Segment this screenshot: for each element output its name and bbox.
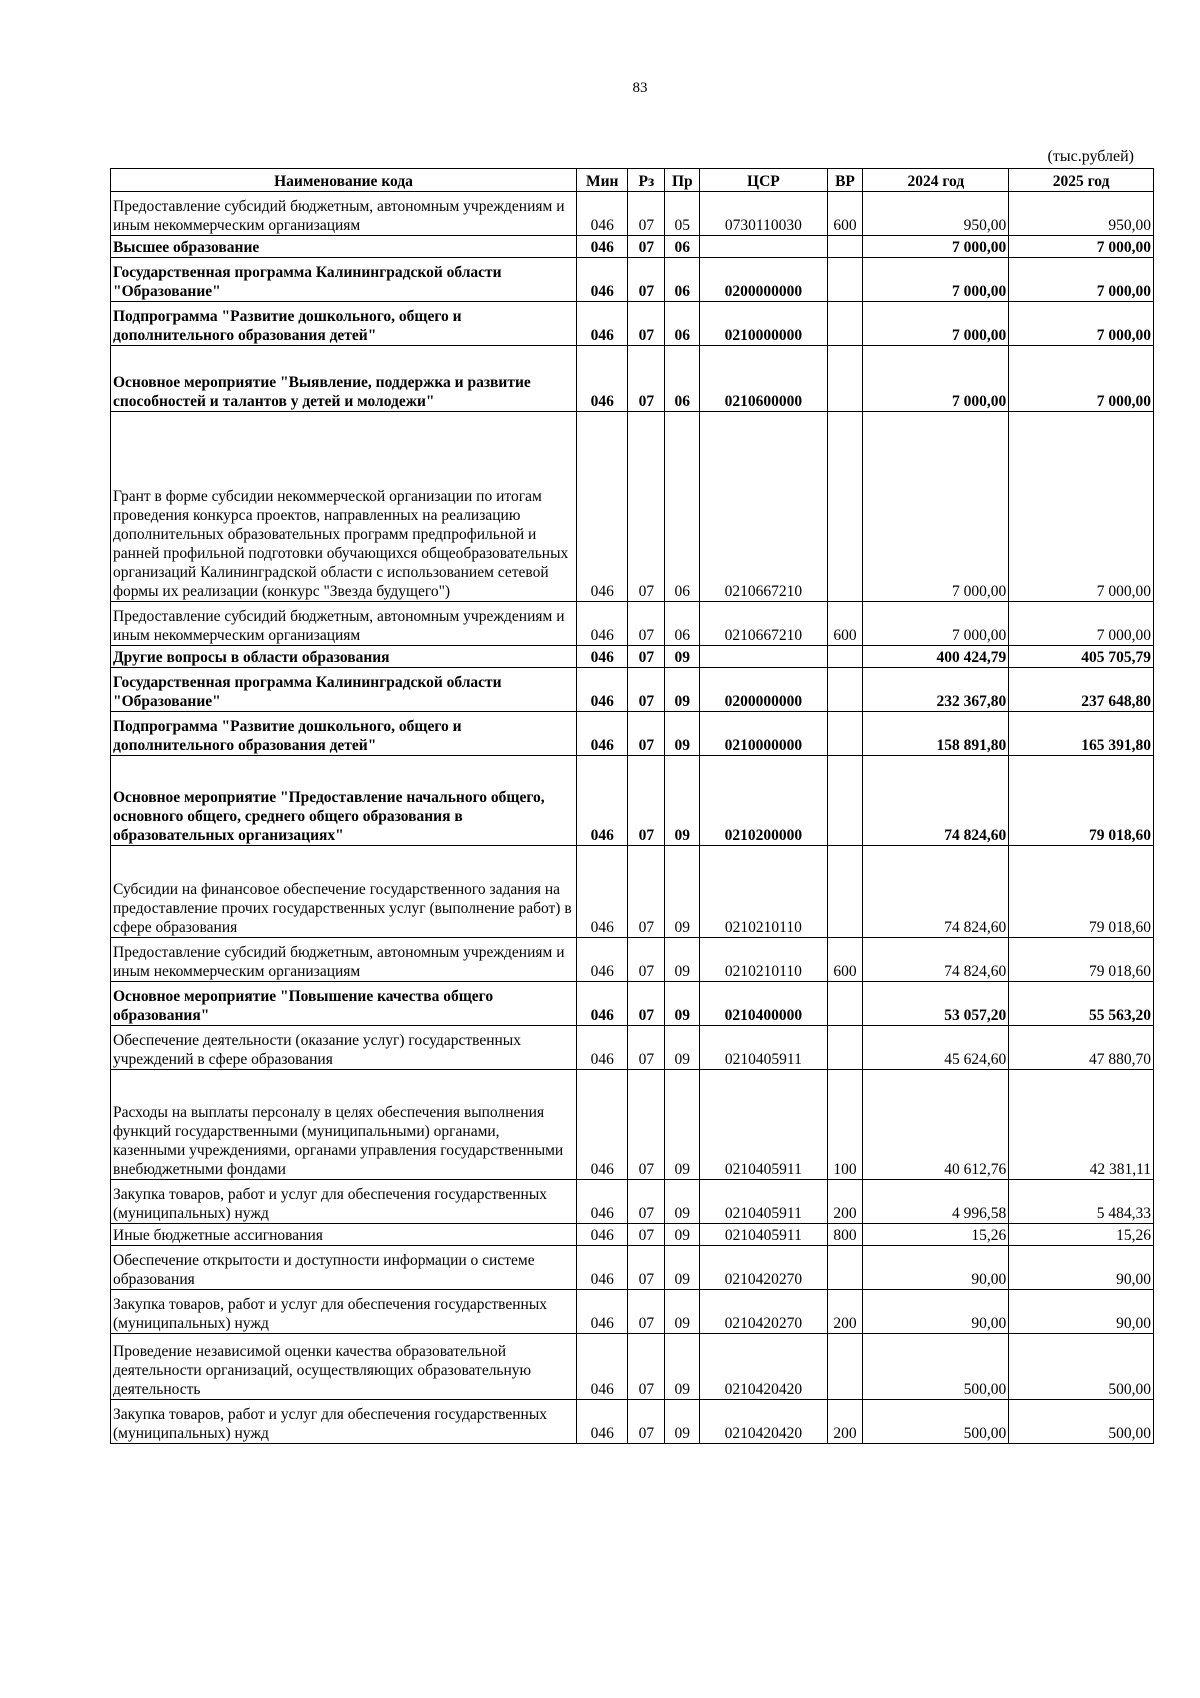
cell-2025: 42 381,11 bbox=[1009, 1070, 1154, 1180]
cell-vr bbox=[827, 302, 863, 346]
cell-csr: 0210420270 bbox=[700, 1246, 827, 1290]
cell-2024: 15,26 bbox=[863, 1224, 1009, 1246]
cell-name: Проведение независимой оценки качества образовательной деятельности организаций, осуществляющих образовательную деятельность bbox=[111, 1334, 577, 1400]
table-header-row bbox=[111, 169, 1154, 192]
cell-vr bbox=[827, 756, 863, 846]
cell-2024: 90,00 bbox=[863, 1290, 1009, 1334]
cell-2025: 405 705,79 bbox=[1009, 646, 1154, 668]
cell-rz: 07 bbox=[628, 1224, 665, 1246]
cell-2025: 7 000,00 bbox=[1009, 346, 1154, 412]
cell-2024: 7 000,00 bbox=[863, 302, 1009, 346]
cell-2025: 7 000,00 bbox=[1009, 412, 1154, 602]
cell-min: 046 bbox=[577, 982, 628, 1026]
cell-2024: 950,00 bbox=[863, 192, 1009, 236]
table-row bbox=[111, 756, 1154, 846]
cell-rz: 07 bbox=[628, 236, 665, 258]
cell-vr bbox=[827, 412, 863, 602]
cell-pr: 09 bbox=[665, 1180, 700, 1224]
cell-min: 046 bbox=[577, 756, 628, 846]
cell-vr bbox=[827, 1246, 863, 1290]
budget-table bbox=[110, 168, 1154, 1444]
cell-name: Грант в форме субсидии некоммерческой организации по итогам проведения конкурса проектов, направленных на реализацию дополнительных образовательных программ предпрофильной и ранней профильной подготовки обучающихся общеобразовательных организаций Калининградской области с использованием сетевой формы их реализации (конкурс "Звезда будущего") bbox=[111, 412, 577, 602]
cell-min: 046 bbox=[577, 938, 628, 982]
cell-pr: 09 bbox=[665, 1246, 700, 1290]
cell-rz: 07 bbox=[628, 602, 665, 646]
table-row bbox=[111, 1334, 1154, 1400]
table-row bbox=[111, 646, 1154, 668]
cell-rz: 07 bbox=[628, 982, 665, 1026]
cell-min: 046 bbox=[577, 1334, 628, 1400]
cell-2024: 74 824,60 bbox=[863, 846, 1009, 938]
table-row bbox=[111, 982, 1154, 1026]
cell-csr: 0210667210 bbox=[700, 412, 827, 602]
cell-rz: 07 bbox=[628, 756, 665, 846]
table-row bbox=[111, 302, 1154, 346]
cell-name: Закупка товаров, работ и услуг для обеспечения государственных (муниципальных) нужд bbox=[111, 1290, 577, 1334]
cell-2025: 500,00 bbox=[1009, 1334, 1154, 1400]
cell-2024: 74 824,60 bbox=[863, 756, 1009, 846]
cell-vr bbox=[827, 346, 863, 412]
cell-csr bbox=[700, 236, 827, 258]
cell-2024: 40 612,76 bbox=[863, 1070, 1009, 1180]
cell-rz: 07 bbox=[628, 1290, 665, 1334]
cell-2024: 4 996,58 bbox=[863, 1180, 1009, 1224]
cell-2025: 79 018,60 bbox=[1009, 938, 1154, 982]
cell-min: 046 bbox=[577, 1180, 628, 1224]
cell-min: 046 bbox=[577, 1070, 628, 1180]
cell-2025: 79 018,60 bbox=[1009, 756, 1154, 846]
page-number: 83 bbox=[632, 80, 648, 96]
cell-2024: 232 367,80 bbox=[863, 668, 1009, 712]
cell-pr: 06 bbox=[665, 302, 700, 346]
table-row bbox=[111, 1290, 1154, 1334]
header-2024: 2024 год bbox=[863, 169, 1009, 192]
cell-csr: 0210000000 bbox=[700, 302, 827, 346]
cell-rz: 07 bbox=[628, 346, 665, 412]
table-row bbox=[111, 1400, 1154, 1444]
cell-rz: 07 bbox=[628, 1070, 665, 1180]
cell-pr: 09 bbox=[665, 938, 700, 982]
cell-2024: 45 624,60 bbox=[863, 1026, 1009, 1070]
cell-min: 046 bbox=[577, 1224, 628, 1246]
cell-name: Другие вопросы в области образования bbox=[111, 646, 577, 668]
cell-rz: 07 bbox=[628, 1026, 665, 1070]
cell-name: Основное мероприятие "Повышение качества общего образования" bbox=[111, 982, 577, 1026]
cell-min: 046 bbox=[577, 668, 628, 712]
cell-2024: 400 424,79 bbox=[863, 646, 1009, 668]
table-row bbox=[111, 1180, 1154, 1224]
cell-name: Иные бюджетные ассигнования bbox=[111, 1224, 577, 1246]
cell-2025: 47 880,70 bbox=[1009, 1026, 1154, 1070]
cell-pr: 06 bbox=[665, 258, 700, 302]
table-row bbox=[111, 938, 1154, 982]
header-min: Мин bbox=[577, 169, 628, 192]
table-row bbox=[111, 258, 1154, 302]
cell-vr: 600 bbox=[827, 192, 863, 236]
cell-min: 046 bbox=[577, 346, 628, 412]
cell-name: Расходы на выплаты персоналу в целях обеспечения выполнения функций государственными (муниципальными) органами, казенными учреждениями, органами управления государственными внебюджетными фондами bbox=[111, 1070, 577, 1180]
cell-name: Государственная программа Калининградской области "Образование" bbox=[111, 258, 577, 302]
cell-2025: 165 391,80 bbox=[1009, 712, 1154, 756]
cell-csr bbox=[700, 646, 827, 668]
cell-pr: 09 bbox=[665, 1400, 700, 1444]
table-row bbox=[111, 1026, 1154, 1070]
cell-2024: 158 891,80 bbox=[863, 712, 1009, 756]
cell-pr: 09 bbox=[665, 646, 700, 668]
cell-rz: 07 bbox=[628, 846, 665, 938]
cell-min: 046 bbox=[577, 646, 628, 668]
cell-2025: 500,00 bbox=[1009, 1400, 1154, 1444]
cell-pr: 06 bbox=[665, 236, 700, 258]
cell-2025: 15,26 bbox=[1009, 1224, 1154, 1246]
cell-csr: 0210405911 bbox=[700, 1026, 827, 1070]
cell-name: Закупка товаров, работ и услуг для обеспечения государственных (муниципальных) нужд bbox=[111, 1400, 577, 1444]
cell-rz: 07 bbox=[628, 1400, 665, 1444]
cell-name: Подпрограмма "Развитие дошкольного, общего и дополнительного образования детей" bbox=[111, 712, 577, 756]
cell-rz: 07 bbox=[628, 302, 665, 346]
cell-2024: 500,00 bbox=[863, 1334, 1009, 1400]
cell-2025: 79 018,60 bbox=[1009, 846, 1154, 938]
cell-name: Основное мероприятие "Выявление, поддержка и развитие способностей и талантов у детей и молодежи" bbox=[111, 346, 577, 412]
cell-name: Закупка товаров, работ и услуг для обеспечения государственных (муниципальных) нужд bbox=[111, 1180, 577, 1224]
cell-csr: 0210405911 bbox=[700, 1224, 827, 1246]
table-row bbox=[111, 412, 1154, 602]
cell-name: Предоставление субсидий бюджетным, автономным учреждениям и иным некоммерческим организациям bbox=[111, 192, 577, 236]
cell-2024: 7 000,00 bbox=[863, 236, 1009, 258]
table-row bbox=[111, 1224, 1154, 1246]
cell-vr bbox=[827, 712, 863, 756]
cell-2024: 53 057,20 bbox=[863, 982, 1009, 1026]
cell-rz: 07 bbox=[628, 646, 665, 668]
table-row bbox=[111, 712, 1154, 756]
table-row bbox=[111, 192, 1154, 236]
cell-min: 046 bbox=[577, 846, 628, 938]
cell-rz: 07 bbox=[628, 712, 665, 756]
cell-vr: 100 bbox=[827, 1070, 863, 1180]
cell-vr bbox=[827, 236, 863, 258]
header-2025: 2025 год bbox=[1009, 169, 1154, 192]
cell-min: 046 bbox=[577, 258, 628, 302]
cell-pr: 06 bbox=[665, 346, 700, 412]
cell-2025: 950,00 bbox=[1009, 192, 1154, 236]
cell-pr: 09 bbox=[665, 712, 700, 756]
cell-name: Субсидии на финансовое обеспечение государственного задания на предоставление прочих государственных услуг (выполнение работ) в сфере образования bbox=[111, 846, 577, 938]
cell-csr: 0200000000 bbox=[700, 258, 827, 302]
cell-csr: 0210210110 bbox=[700, 846, 827, 938]
cell-vr bbox=[827, 982, 863, 1026]
cell-pr: 05 bbox=[665, 192, 700, 236]
cell-min: 046 bbox=[577, 412, 628, 602]
cell-name: Обеспечение открытости и доступности информации о системе образования bbox=[111, 1246, 577, 1290]
cell-min: 046 bbox=[577, 1400, 628, 1444]
cell-csr: 0210420270 bbox=[700, 1290, 827, 1334]
table-row bbox=[111, 668, 1154, 712]
cell-2024: 500,00 bbox=[863, 1400, 1009, 1444]
cell-pr: 09 bbox=[665, 1334, 700, 1400]
cell-vr: 200 bbox=[827, 1400, 863, 1444]
cell-2025: 237 648,80 bbox=[1009, 668, 1154, 712]
cell-vr: 200 bbox=[827, 1180, 863, 1224]
cell-rz: 07 bbox=[628, 1246, 665, 1290]
cell-2025: 7 000,00 bbox=[1009, 602, 1154, 646]
cell-csr: 0210667210 bbox=[700, 602, 827, 646]
cell-min: 046 bbox=[577, 712, 628, 756]
cell-vr bbox=[827, 258, 863, 302]
cell-pr: 06 bbox=[665, 412, 700, 602]
cell-pr: 09 bbox=[665, 1224, 700, 1246]
cell-2024: 74 824,60 bbox=[863, 938, 1009, 982]
table-row bbox=[111, 1246, 1154, 1290]
cell-2025: 7 000,00 bbox=[1009, 236, 1154, 258]
cell-name: Государственная программа Калининградской области "Образование" bbox=[111, 668, 577, 712]
cell-vr bbox=[827, 846, 863, 938]
cell-min: 046 bbox=[577, 192, 628, 236]
cell-csr: 0730110030 bbox=[700, 192, 827, 236]
cell-2025: 7 000,00 bbox=[1009, 258, 1154, 302]
cell-pr: 09 bbox=[665, 1290, 700, 1334]
cell-min: 046 bbox=[577, 602, 628, 646]
units-label: (тыс.рублей) bbox=[1047, 148, 1134, 165]
cell-csr: 0200000000 bbox=[700, 668, 827, 712]
header-vr: ВР bbox=[827, 169, 863, 192]
header-rz: Рз bbox=[628, 169, 665, 192]
cell-pr: 09 bbox=[665, 1070, 700, 1180]
table-row bbox=[111, 236, 1154, 258]
cell-csr: 0210405911 bbox=[700, 1070, 827, 1180]
cell-2025: 5 484,33 bbox=[1009, 1180, 1154, 1224]
cell-rz: 07 bbox=[628, 938, 665, 982]
cell-name: Предоставление субсидий бюджетным, автономным учреждениям и иным некоммерческим организациям bbox=[111, 938, 577, 982]
cell-vr bbox=[827, 1334, 863, 1400]
cell-pr: 09 bbox=[665, 756, 700, 846]
cell-min: 046 bbox=[577, 236, 628, 258]
cell-pr: 06 bbox=[665, 602, 700, 646]
cell-csr: 0210000000 bbox=[700, 712, 827, 756]
cell-vr bbox=[827, 668, 863, 712]
cell-pr: 09 bbox=[665, 846, 700, 938]
cell-csr: 0210420420 bbox=[700, 1400, 827, 1444]
table-row bbox=[111, 846, 1154, 938]
cell-vr bbox=[827, 1026, 863, 1070]
cell-vr bbox=[827, 646, 863, 668]
cell-vr: 800 bbox=[827, 1224, 863, 1246]
cell-2024: 7 000,00 bbox=[863, 258, 1009, 302]
cell-name: Обеспечение деятельности (оказание услуг) государственных учреждений в сфере образования bbox=[111, 1026, 577, 1070]
cell-csr: 0210420420 bbox=[700, 1334, 827, 1400]
cell-rz: 07 bbox=[628, 1334, 665, 1400]
cell-name: Высшее образование bbox=[111, 236, 577, 258]
cell-2025: 90,00 bbox=[1009, 1290, 1154, 1334]
cell-csr: 0210400000 bbox=[700, 982, 827, 1026]
cell-name: Основное мероприятие "Предоставление начального общего, основного общего, среднего общего образования в образовательных организациях" bbox=[111, 756, 577, 846]
cell-csr: 0210210110 bbox=[700, 938, 827, 982]
cell-2025: 90,00 bbox=[1009, 1246, 1154, 1290]
cell-min: 046 bbox=[577, 302, 628, 346]
cell-csr: 0210405911 bbox=[700, 1180, 827, 1224]
table-row bbox=[111, 602, 1154, 646]
header-pr: Пр bbox=[665, 169, 700, 192]
cell-pr: 09 bbox=[665, 668, 700, 712]
cell-name: Подпрограмма "Развитие дошкольного, общего и дополнительного образования детей" bbox=[111, 302, 577, 346]
header-csr: ЦСР bbox=[700, 169, 827, 192]
cell-min: 046 bbox=[577, 1246, 628, 1290]
cell-2024: 7 000,00 bbox=[863, 602, 1009, 646]
table-row bbox=[111, 1070, 1154, 1180]
cell-rz: 07 bbox=[628, 192, 665, 236]
cell-vr: 200 bbox=[827, 1290, 863, 1334]
cell-min: 046 bbox=[577, 1026, 628, 1070]
cell-pr: 09 bbox=[665, 1026, 700, 1070]
cell-2024: 90,00 bbox=[863, 1246, 1009, 1290]
table-row bbox=[111, 346, 1154, 412]
cell-vr: 600 bbox=[827, 602, 863, 646]
cell-csr: 0210200000 bbox=[700, 756, 827, 846]
cell-2024: 7 000,00 bbox=[863, 412, 1009, 602]
cell-2025: 55 563,20 bbox=[1009, 982, 1154, 1026]
cell-rz: 07 bbox=[628, 1180, 665, 1224]
cell-2025: 7 000,00 bbox=[1009, 302, 1154, 346]
table-body bbox=[111, 192, 1154, 1444]
cell-rz: 07 bbox=[628, 668, 665, 712]
cell-rz: 07 bbox=[628, 412, 665, 602]
cell-vr: 600 bbox=[827, 938, 863, 982]
cell-name: Предоставление субсидий бюджетным, автономным учреждениям и иным некоммерческим организациям bbox=[111, 602, 577, 646]
cell-rz: 07 bbox=[628, 258, 665, 302]
cell-csr: 0210600000 bbox=[700, 346, 827, 412]
cell-pr: 09 bbox=[665, 982, 700, 1026]
cell-min: 046 bbox=[577, 1290, 628, 1334]
cell-2024: 7 000,00 bbox=[863, 346, 1009, 412]
header-name: Наименование кода bbox=[111, 169, 577, 192]
